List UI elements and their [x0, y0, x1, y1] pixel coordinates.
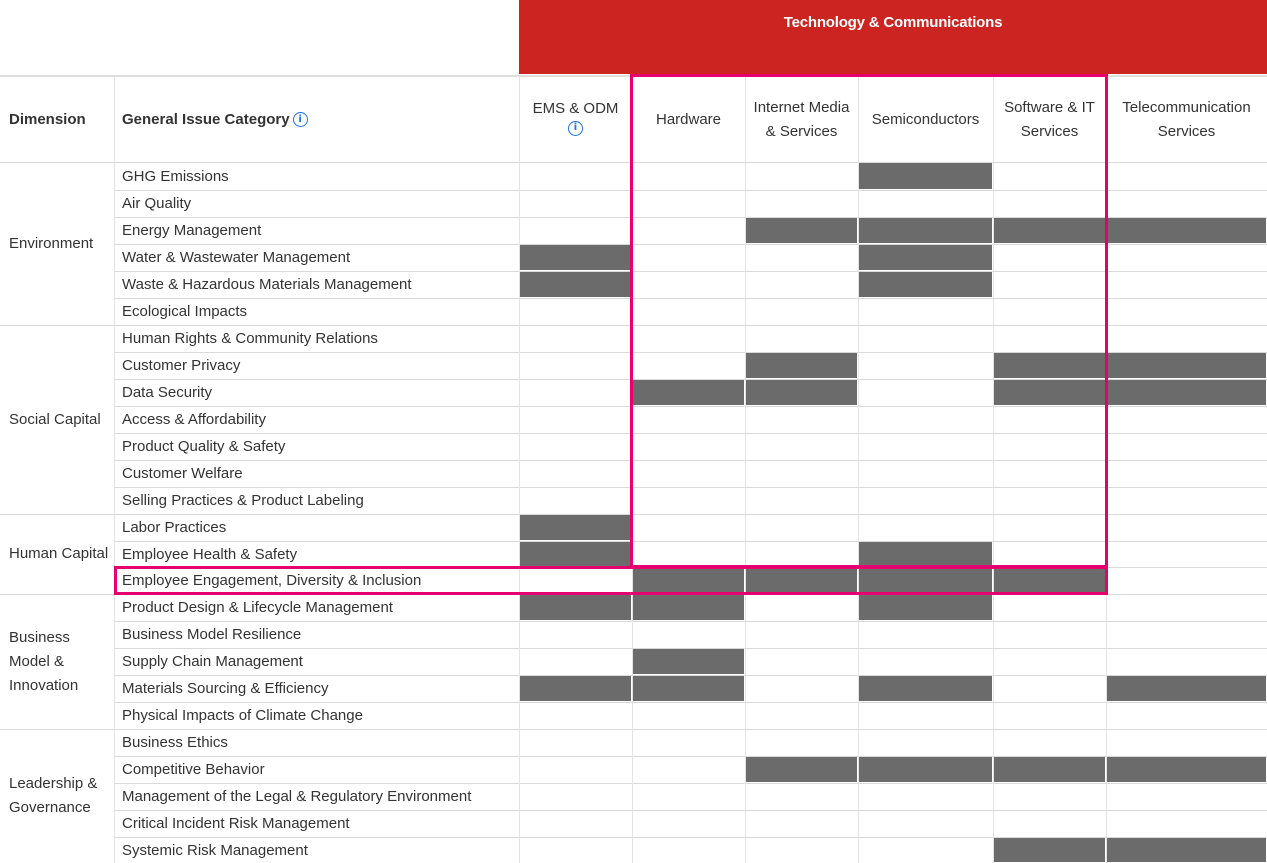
row-divider: [114, 298, 1267, 299]
filled-cell: [1107, 380, 1266, 405]
row-divider: [114, 460, 1267, 461]
issue-label[interactable]: Materials Sourcing & Efficiency: [122, 680, 329, 697]
filled-cell: [994, 380, 1105, 405]
filled-cell: [994, 353, 1105, 378]
issue-label[interactable]: Customer Privacy: [122, 357, 241, 374]
filled-cell: [633, 568, 744, 593]
issue-label[interactable]: Labor Practices: [122, 519, 227, 536]
filled-cell: [994, 757, 1105, 782]
dimension-divider: [0, 325, 114, 326]
dimension-divider: [0, 729, 114, 730]
header-industry-imd[interactable]: [745, 77, 858, 162]
row-divider: [114, 190, 1267, 191]
issue-label[interactable]: Systemic Risk Management: [122, 841, 308, 859]
column-divider: [745, 77, 746, 863]
filled-cell: [859, 757, 992, 782]
filled-cell: [520, 245, 631, 270]
filled-cell: [520, 542, 631, 566]
filled-cell: [633, 595, 744, 620]
filled-cell: [1107, 838, 1266, 862]
filled-cell: [859, 676, 992, 701]
row-divider: [114, 756, 1267, 757]
issue-label[interactable]: Ecological Impacts: [122, 303, 248, 320]
issue-label[interactable]: Employee Health & Safety: [122, 545, 298, 563]
filled-cell: [520, 595, 631, 620]
header-industry-sw[interactable]: [993, 77, 1106, 162]
issue-label[interactable]: Supply Chain Management: [122, 653, 303, 670]
column-divider: [114, 77, 115, 863]
issue-label[interactable]: Customer Welfare: [122, 465, 243, 482]
filled-cell: [994, 838, 1105, 862]
header-industry-hw[interactable]: [632, 77, 745, 162]
filled-cell: [746, 380, 857, 405]
dimension-human-capital: Human Capital: [9, 545, 109, 562]
header-category-label: General Issue Category: [122, 110, 290, 128]
row-divider: [114, 514, 1267, 515]
industry-label: Internet Media & Services: [753, 98, 850, 140]
issue-label[interactable]: Access & Affordability: [122, 411, 266, 428]
filled-cell: [746, 757, 857, 782]
dimension-divider: [0, 514, 114, 515]
issue-label[interactable]: Physical Impacts of Climate Change: [122, 707, 363, 724]
column-divider: [632, 77, 633, 863]
industry-label: Software & IT Services: [1004, 98, 1095, 140]
dimension-divider: [0, 594, 114, 595]
industry-label: Hardware: [655, 110, 722, 128]
issue-label[interactable]: Business Model Resilience: [122, 626, 302, 643]
filled-cell: [994, 218, 1105, 243]
issue-label[interactable]: Water & Wastewater Management: [122, 249, 351, 266]
header-industry-tel[interactable]: [1106, 77, 1267, 162]
header-general-issue-category: [122, 77, 512, 162]
filled-cell: [633, 649, 744, 674]
row-divider: [114, 433, 1267, 434]
industry-label: Telecommunication Services: [1122, 98, 1251, 140]
filled-cell: [1107, 757, 1266, 782]
issue-label[interactable]: Employee Engagement, Diversity & Inclusion: [122, 572, 422, 589]
info-icon[interactable]: i: [293, 112, 308, 127]
filled-cell: [994, 568, 1105, 593]
column-divider: [519, 77, 520, 863]
issue-label[interactable]: Waste & Hazardous Materials Management: [122, 276, 412, 293]
issue-label[interactable]: Energy Management: [122, 222, 262, 239]
issue-label[interactable]: Human Rights & Community Relations: [122, 330, 378, 347]
filled-cell: [746, 353, 857, 378]
issue-label[interactable]: Management of the Legal & Regulatory Environment: [122, 788, 472, 805]
row-divider: [114, 729, 1267, 730]
sector-title: Technology & Communications: [783, 13, 1003, 31]
column-divider: [1106, 77, 1107, 863]
issue-label[interactable]: Data Security: [122, 384, 213, 401]
filled-cell: [859, 163, 992, 189]
issue-label[interactable]: Critical Incident Risk Management: [122, 815, 350, 832]
row-divider: [114, 352, 1267, 353]
filled-cell: [1107, 218, 1266, 243]
issue-label[interactable]: Competitive Behavior: [122, 761, 265, 778]
filled-cell: [859, 272, 992, 297]
column-divider: [858, 77, 859, 863]
industry-label: Semiconductors: [871, 110, 980, 128]
issue-label[interactable]: Selling Practices & Product Labeling: [122, 492, 364, 509]
filled-cell: [859, 245, 992, 270]
filled-cell: [1107, 353, 1266, 378]
filled-cell: [633, 380, 744, 405]
filled-cell: [633, 676, 744, 701]
dimension-business-model: Business Model & Innovation: [9, 628, 79, 694]
issue-label[interactable]: GHG Emissions: [122, 167, 229, 185]
header-industry-semi[interactable]: [858, 77, 993, 162]
issue-label[interactable]: Product Design & Lifecycle Management: [122, 599, 393, 616]
row-divider: [114, 406, 1267, 407]
filled-cell: [746, 568, 857, 593]
filled-cell: [859, 595, 992, 620]
industry-label: EMS & ODM: [532, 100, 619, 117]
issue-label[interactable]: Business Ethics: [122, 734, 228, 751]
filled-cell: [859, 218, 992, 243]
row-divider: [114, 379, 1267, 380]
filled-cell: [520, 515, 631, 540]
filled-cell: [520, 676, 631, 701]
filled-cell: [746, 218, 857, 243]
header-industry-ems[interactable]: [519, 77, 632, 162]
filled-cell: [859, 568, 992, 593]
dimension-environment: Environment: [9, 234, 94, 252]
column-divider: [993, 77, 994, 863]
dimension-social-capital: Social Capital: [9, 410, 101, 428]
info-icon[interactable]: i: [568, 121, 583, 136]
header-dimension: Dimension: [9, 110, 86, 128]
filled-cell: [859, 542, 992, 566]
row-divider: [114, 217, 1267, 218]
dimension-leadership: Leadership & Governance: [9, 775, 98, 816]
issue-label[interactable]: Product Quality & Safety: [122, 438, 286, 455]
issue-label[interactable]: Air Quality: [122, 195, 192, 212]
filled-cell: [520, 272, 631, 297]
filled-cell: [1107, 676, 1266, 701]
